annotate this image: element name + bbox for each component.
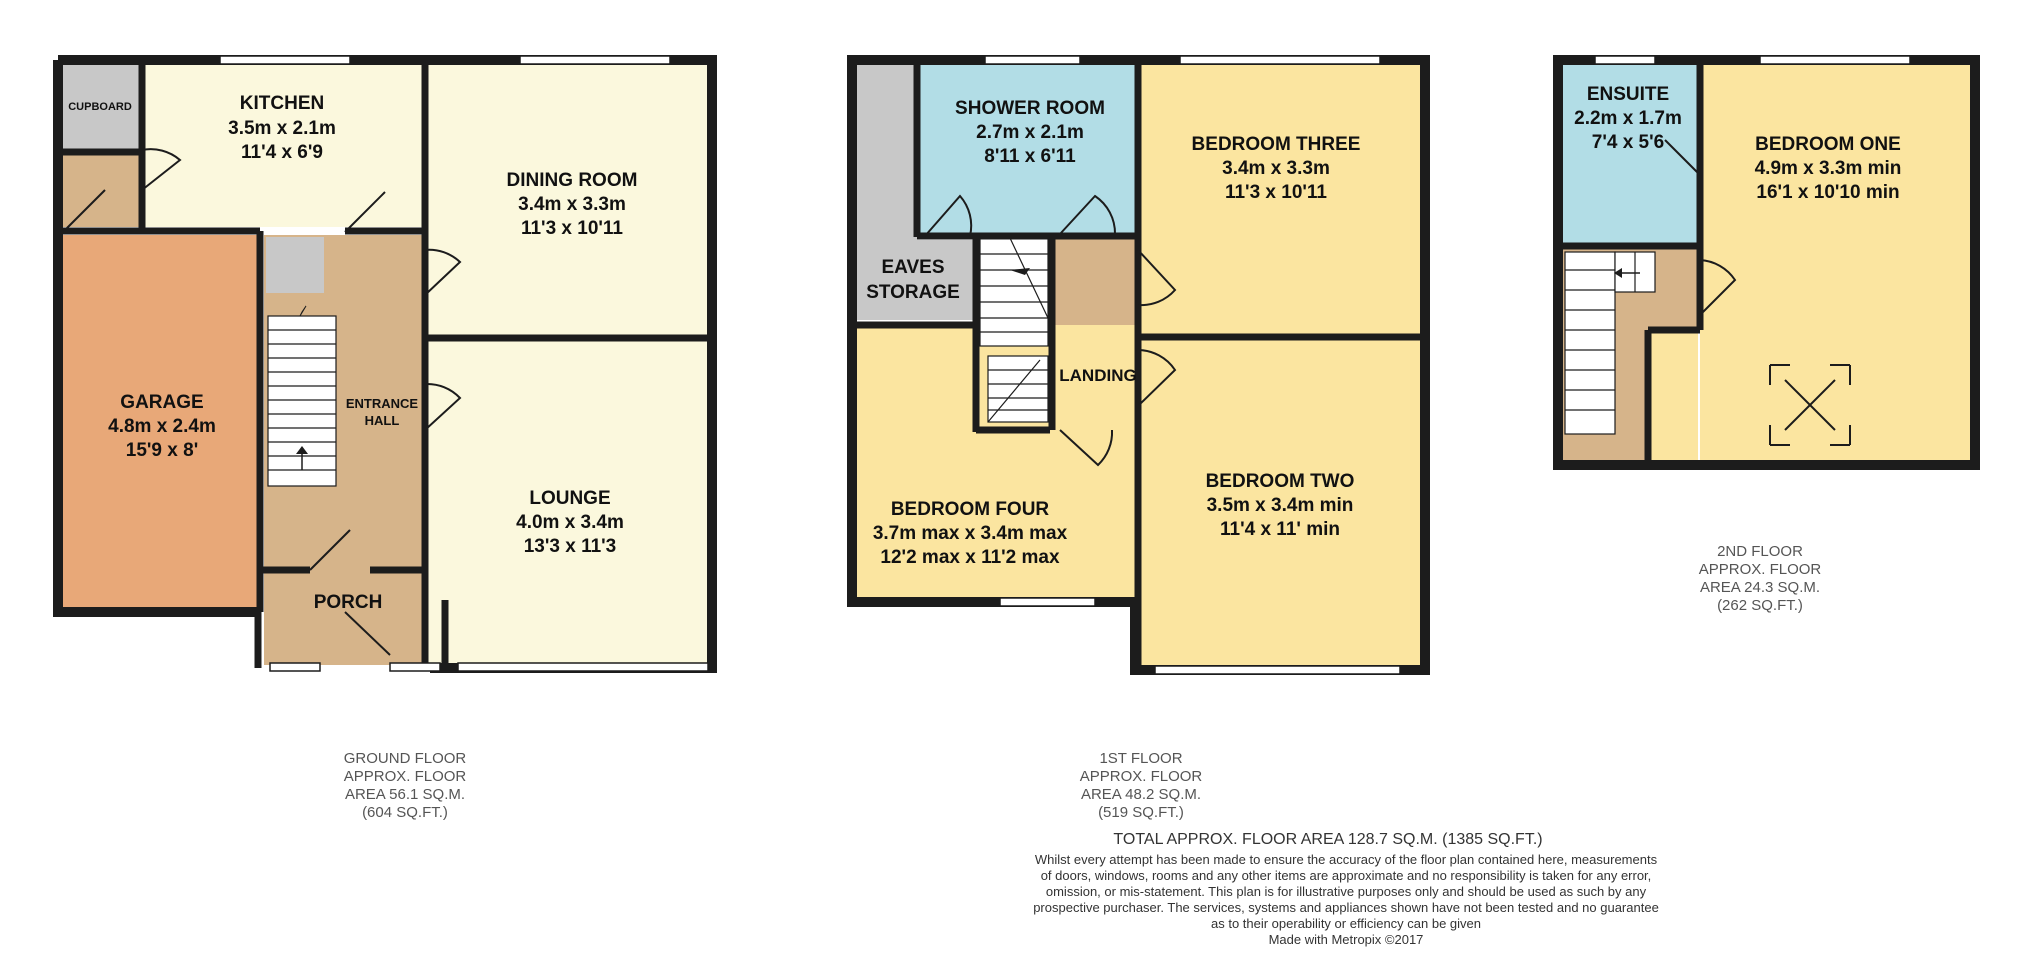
entrance-hall-name-1: ENTRANCE [345, 396, 419, 411]
eaves-storage-name-1: EAVES [881, 257, 945, 278]
lounge-name: LOUNGE [529, 488, 611, 509]
eaves-storage-area-2 [855, 240, 975, 320]
bedroom-two-window [1155, 666, 1400, 674]
porch-area [264, 570, 444, 665]
second-caption-2: APPROX. FLOOR [1698, 561, 1822, 578]
bedroom-four-metric: 3.7m max x 3.4m max [872, 523, 1068, 544]
dining-room-metric: 3.4m x 3.3m [518, 194, 626, 215]
first-floor-stairs [980, 238, 1048, 422]
bedroom-four-window [1000, 598, 1095, 606]
disclaimer-line-3: omission, or mis-statement. This plan is for illustrative purposes only and should be used as such by any [1045, 884, 1647, 899]
ground-caption-1: GROUND FLOOR [343, 750, 467, 767]
first-caption-1: 1ST FLOOR [1099, 750, 1183, 767]
garage-imperial: 15'9 x 8' [125, 440, 199, 461]
disclaimer-line-4: prospective purchaser. The services, systems and appliances shown have not been tested and no guarantee [1033, 900, 1659, 915]
ground-floor-plan [58, 56, 712, 821]
dining-room-imperial: 11'3 x 10'11 [520, 218, 624, 239]
bedroom-three-metric: 3.4m x 3.3m [1222, 158, 1330, 179]
first-caption-2: APPROX. FLOOR [1079, 768, 1203, 785]
kitchen-imperial: 11'4 x 6'9 [241, 142, 323, 163]
ensuite-window [1595, 56, 1655, 64]
porch-window-right [390, 663, 440, 671]
dining-window [520, 56, 670, 64]
bedroom-one-window [1760, 56, 1910, 64]
second-caption-4: (262 SQ.FT.) [1717, 597, 1803, 614]
shower-room-imperial: 8'11 x 6'11 [984, 146, 1076, 167]
bedroom-one-imperial: 16'1 x 10'10 min [1756, 182, 1900, 203]
bedroom-one-lower-area [1650, 330, 1698, 462]
bedroom-three-imperial: 11'3 x 10'11 [1224, 182, 1328, 203]
porch-name: PORCH [313, 592, 383, 613]
second-caption-1: 2ND FLOOR [1717, 543, 1803, 560]
first-caption-4: (519 SQ.FT.) [1098, 804, 1184, 821]
shower-room-metric: 2.7m x 2.1m [976, 122, 1084, 143]
bedroom-one-metric: 4.9m x 3.3m min [1754, 158, 1902, 179]
ground-stairs [268, 306, 336, 486]
shower-window [985, 56, 1080, 64]
landing-name: LANDING [1059, 366, 1137, 385]
bedroom-two-imperial: 11'4 x 11' min [1220, 519, 1340, 540]
first-caption-3: AREA 48.2 SQ.M. [1080, 786, 1202, 803]
garage-name: GARAGE [120, 392, 204, 413]
ensuite-name: ENSUITE [1586, 84, 1670, 105]
bedroom-four-imperial: 12'2 max x 11'2 max [880, 547, 1060, 568]
cupboard-label: CUPBOARD [68, 101, 132, 113]
metropix-credit: Made with Metropix ©2017 [1268, 932, 1424, 947]
entrance-hall-name-2: HALL [364, 413, 400, 428]
ground-caption-4: (604 SQ.FT.) [362, 804, 448, 821]
lounge-imperial: 13'3 x 11'3 [523, 536, 617, 557]
bedroom-two-metric: 3.5m x 3.4m min [1206, 495, 1354, 516]
lounge-metric: 4.0m x 3.4m [516, 512, 624, 533]
ensuite-metric: 2.2m x 1.7m [1574, 108, 1682, 129]
ground-caption-3: AREA 56.1 SQ.M. [344, 786, 466, 803]
dining-room-name: DINING ROOM [506, 170, 638, 191]
bedroom-four-name: BEDROOM FOUR [890, 499, 1050, 520]
second-floor-plan [1558, 56, 1975, 614]
disclaimer-line-5: as to their operability or efficiency can be given [1210, 916, 1482, 931]
footer [1033, 831, 1659, 947]
bedroom-one-area [1700, 62, 1973, 462]
ground-caption-2: APPROX. FLOOR [343, 768, 467, 785]
lounge-window [458, 663, 708, 671]
kitchen-window [220, 56, 350, 64]
garage-metric: 4.8m x 2.4m [108, 416, 216, 437]
shower-room-name: SHOWER ROOM [955, 98, 1105, 119]
eaves-storage-name-2: STORAGE [866, 282, 960, 303]
disclaimer-line-2: of doors, windows, rooms and any other items are approximate and no responsibility is taken for any error, [1040, 868, 1652, 883]
disclaimer-line-1: Whilst every attempt has been made to ensure the accuracy of the floor plan contained here, measurements [1034, 852, 1658, 867]
kitchen-name: KITCHEN [239, 93, 325, 114]
bedroom-two-name: BEDROOM TWO [1205, 471, 1355, 492]
total-floor-area: TOTAL APPROX. FLOOR AREA 128.7 SQ.M. (1385 SQ.FT.) [1113, 831, 1543, 848]
cupboard-lobby-area [60, 152, 142, 227]
second-caption-3: AREA 24.3 SQ.M. [1699, 579, 1821, 596]
understairs-store-area [266, 237, 324, 293]
bedroom-one-name: BEDROOM ONE [1755, 134, 1901, 155]
ensuite-imperial: 7'4 x 5'6 [1591, 132, 1665, 153]
porch-window-left [270, 663, 320, 671]
bedroom-three-name: BEDROOM THREE [1191, 134, 1361, 155]
first-floor-plan [852, 56, 1425, 821]
kitchen-metric: 3.5m x 2.1m [228, 118, 336, 139]
bedroom-three-window [1180, 56, 1380, 64]
